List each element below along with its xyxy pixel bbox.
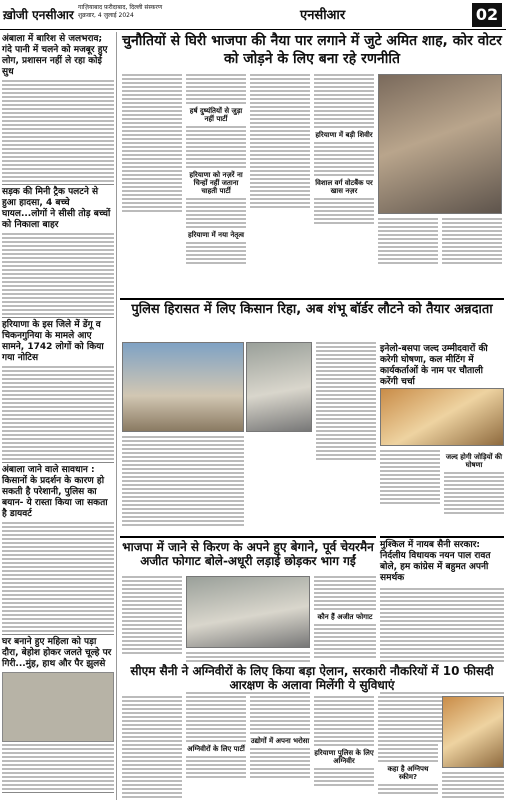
left-story-5 (2, 637, 114, 793)
agniveer-text-column-3 (250, 696, 310, 800)
lead-text-column-4 (314, 74, 374, 294)
newspaper-logo: ख़ोजी एनसीआर (3, 8, 74, 22)
left-story-1 (2, 34, 114, 185)
agniveer-text-column-5 (378, 696, 438, 800)
dateline (78, 4, 162, 20)
lead-subhead: हरियाणा को नज़रें ना चिन्हों नहीं जताना चाहती पार्टी (189, 171, 243, 195)
lead-subhead: हरियाणा में बड़ी शिवीर (315, 131, 373, 139)
agniveer-text-column-6 (442, 772, 504, 800)
left-story-3 (2, 320, 114, 463)
lead-text-column-3 (250, 74, 310, 294)
inld-text-column-2 (444, 450, 504, 534)
article-text (2, 80, 114, 182)
lead-subhead: हर्ष दुष्यंतियों से जुड़ा नहीं पार्टी (189, 107, 243, 123)
lead-subhead: हरियाणा में नया नेतृत्व (187, 231, 245, 239)
masthead (0, 0, 506, 30)
farmers-text-column-2 (316, 342, 376, 532)
farmers-photo (246, 342, 312, 432)
kiran-headline: भाजपा में जाने से किरण के अपने हुए बेगाने, पूर्व चेयरमैन अजीत फोगाट बोले-अधूरी लड़ाई छोड़कर भाग गईं (122, 540, 374, 568)
kiran-choudhry-photo (186, 576, 310, 648)
left-story-headline: सड़क की मिनी ट्रैक पलटने से हुआ हादसा, 4 बच्चे घायल...लोगों ने सीसी तोड़ बच्चों को निकाला बाहर (2, 187, 111, 230)
main-area (120, 32, 504, 800)
agniveer-subhead: अग्निवीरों के लिए पार्टी (187, 745, 245, 753)
kiran-subhead: कौन हैं अजीत फोगाट (317, 613, 373, 621)
lead-subhead: विशाल वर्ग वोटबैंक पर खास नज़र (315, 179, 373, 195)
left-story-headline: अंबाला में बारिश से जलभराव; गंदे पानी में चलने को मजबूर हुए लोग, प्रशासन नहीं ले रहा कोई सुध (2, 34, 108, 77)
police-van-photo (122, 342, 244, 432)
inld-meeting-photo (380, 388, 504, 446)
left-news-column (0, 32, 117, 800)
article-text (2, 366, 114, 460)
article-text (2, 744, 114, 790)
left-story-headline: हरियाणा के इस जिले में डेंगू व चिकनगुनिया के मामले आए सामने, 1742 लोगों को किया गया नोटिस (2, 320, 104, 363)
section-title: एनसीआर (300, 8, 346, 23)
article-text (2, 233, 114, 315)
amit-shah-photo (378, 74, 502, 214)
inld-bsp-headline: इनेलो-बसपा जल्द उम्मीदवारों की करेगी घोषणा, कल मीटिंग में कार्यकर्ताओं के नाम पर चौताली करेंगी चर्चा (380, 344, 488, 387)
article-text (2, 522, 114, 632)
left-story-2 (2, 187, 114, 318)
lead-text-column-2 (186, 74, 246, 294)
agniveer-subhead: हरियाणा पुलिस के लिए अग्निवीर (314, 749, 374, 765)
agniveer-subhead: कहा है अग्निपथ स्कीम? (387, 765, 429, 781)
farmers-text (122, 436, 244, 532)
page-number: 02 (472, 3, 502, 27)
inld-subhead: जल्द होगी जोड़ियों की घोषणा (445, 453, 503, 469)
dateline-date: शुक्रवार, 4 जुलाई 2024 (78, 12, 134, 19)
agniveer-text-column-4 (314, 696, 374, 800)
nayab-saini-photo (442, 696, 504, 768)
divider (120, 298, 504, 300)
lead-text-column-5 (378, 218, 438, 294)
agniveer-text-column-2 (186, 696, 246, 800)
left-story-headline: घर बनाने हुए महिला को पड़ा दौरा, बेहोश होकर जलते चूल्हे पर गिरी...मुंह, हाथ और पैर झुलसे (2, 637, 112, 669)
lead-text-column-1 (122, 74, 182, 294)
saini-govt-headline: मुश्किल में नायब सैनी सरकार: निर्दलीय विधायक नयन पाल रावत बोले, हम कांग्रेस में बहुमत अपनी समर्थक (380, 540, 491, 583)
divider (380, 536, 504, 538)
inld-text-column-1 (380, 450, 440, 534)
agniveer-subhead: उद्योगों में अपना भरोसा (250, 737, 310, 745)
lead-text-column-6 (442, 218, 502, 294)
farmers-headline: पुलिस हिरासत में लिए किसान रिहा, अब शंभू बॉर्डर लौटने को तैयार अन्नदाता (131, 302, 493, 317)
left-story-headline: अंबाला जाने वाले सावधान : किसानों के प्रदर्शन के कारण हो सकती है परेशानी, पुलिस का बयान- ये रास्ता किया जा सकता है डायवर्ट (2, 465, 108, 519)
kitchen-photo (2, 672, 114, 742)
agniveer-headline: सीएम सैनी ने अग्निवीरों के लिए किया बड़ा ऐलान, सरकारी नौकरियों में 10 फीसदी आरक्षण के अलावा मिलेंगी ये सुविधाएं (120, 664, 504, 692)
lead-headline: चुनौतियों से घिरी भाजपा की नैया पार लगाने में जुटे अमित शाह, कोर वोटर को जोड़ने के लिए बना रहे रणनीति (122, 33, 502, 67)
dateline-edition: गाज़ियाबाद फ़रीदाबाद, दिल्ली संस्करण (78, 4, 163, 11)
agniveer-text-column-1 (122, 696, 182, 800)
divider (120, 536, 376, 538)
left-story-4 (2, 465, 114, 635)
